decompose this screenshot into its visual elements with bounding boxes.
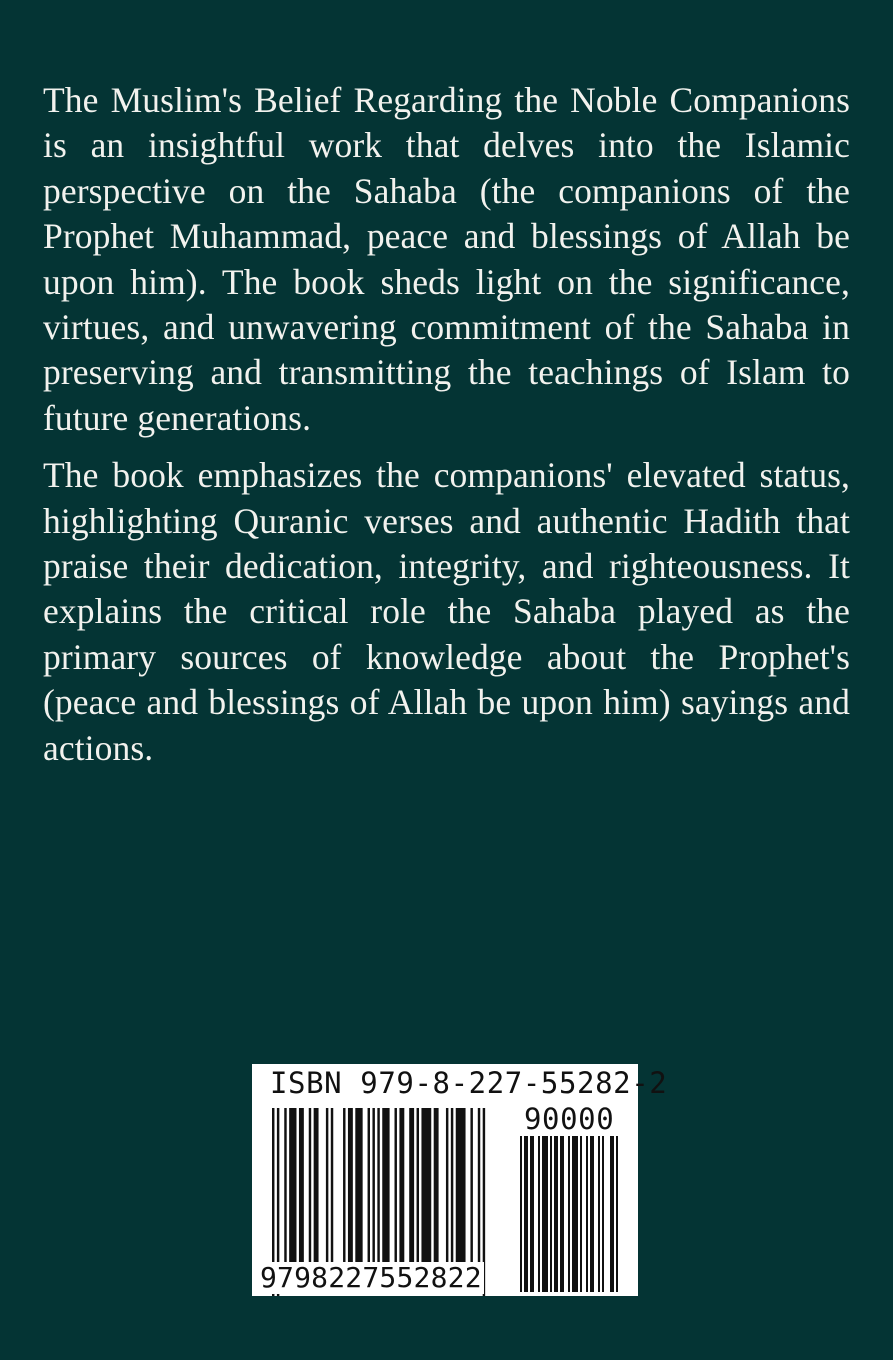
barcode-bar (568, 1136, 570, 1292)
barcode-bar (372, 1108, 374, 1262)
barcode-bar (610, 1136, 614, 1292)
barcode-bar (314, 1108, 319, 1262)
barcode-bar (550, 1136, 552, 1292)
barcode-bar (289, 1108, 296, 1262)
barcode-bar (602, 1136, 604, 1292)
price-code: 90000 (524, 1102, 615, 1136)
barcode-bar (382, 1108, 389, 1262)
addon-bars-svg (520, 1136, 622, 1292)
barcode-bar (530, 1136, 534, 1292)
barcode-bar (451, 1108, 453, 1262)
barcode-bar (560, 1136, 564, 1292)
barcode-bar (586, 1136, 588, 1292)
isbn-label: ISBN 979-8-227-55282-2 (270, 1066, 668, 1100)
barcode-bar (309, 1108, 311, 1262)
barcode-bar (524, 1136, 528, 1292)
barcode-bar (590, 1136, 594, 1292)
addon-barcode-bars (520, 1136, 622, 1292)
barcode-bar (572, 1136, 578, 1292)
barcode-bar (409, 1108, 414, 1262)
barcode-bar (421, 1108, 431, 1262)
barcode-bar (446, 1108, 448, 1262)
barcode-bar (434, 1108, 439, 1262)
isbn-barcode (252, 1064, 668, 1296)
barcode-bar (368, 1108, 370, 1262)
barcode-bar (456, 1108, 466, 1262)
barcode-bar (470, 1108, 472, 1262)
barcode-bar (284, 1108, 286, 1262)
barcode-bar (299, 1108, 304, 1262)
barcode-bar (326, 1108, 328, 1262)
barcode-bar (399, 1108, 404, 1262)
barcode-bar (417, 1108, 419, 1262)
barcode-bar (348, 1108, 353, 1262)
barcode-bar (520, 1136, 522, 1292)
barcode-bar (343, 1108, 345, 1262)
barcode-bar (331, 1108, 333, 1262)
barcode-bar (538, 1136, 540, 1292)
blurb-paragraph-2: The book emphasizes the companions' elevated status, highlighting Quranic verses and authentic Hadith that praise their dedication, integrity, and righteousness. It explains the critical role the Sahaba played as the primary sources of knowledge about the Prophet's (peace and blessings of Allah be upon him) sayings and actions. (43, 455, 850, 768)
barcode-bar (580, 1136, 582, 1292)
barcode-bar (377, 1108, 379, 1262)
barcode-bar (554, 1136, 558, 1292)
blurb-paragraph-1: The Muslim's Belief Regarding the Noble Companions is an insightful work that delves into the Islamic perspective on the Sahaba (the companions of the Prophet Muhammad, peace and blessings of Allah be upon him). The book sheds light on the significance, virtues, and unwavering commitment of the Sahaba in preserving and transmitting the teachings of Islam to future generations. (43, 80, 850, 438)
barcode-bar (598, 1136, 600, 1292)
barcode-digits: 9798227552822 (260, 1261, 482, 1294)
barcode-bar (355, 1108, 362, 1262)
barcode-bar (542, 1136, 548, 1292)
blurb-text (43, 78, 850, 783)
barcode-bar (478, 1108, 480, 1262)
barcode-bar (616, 1136, 618, 1292)
barcode-bar (395, 1108, 397, 1262)
